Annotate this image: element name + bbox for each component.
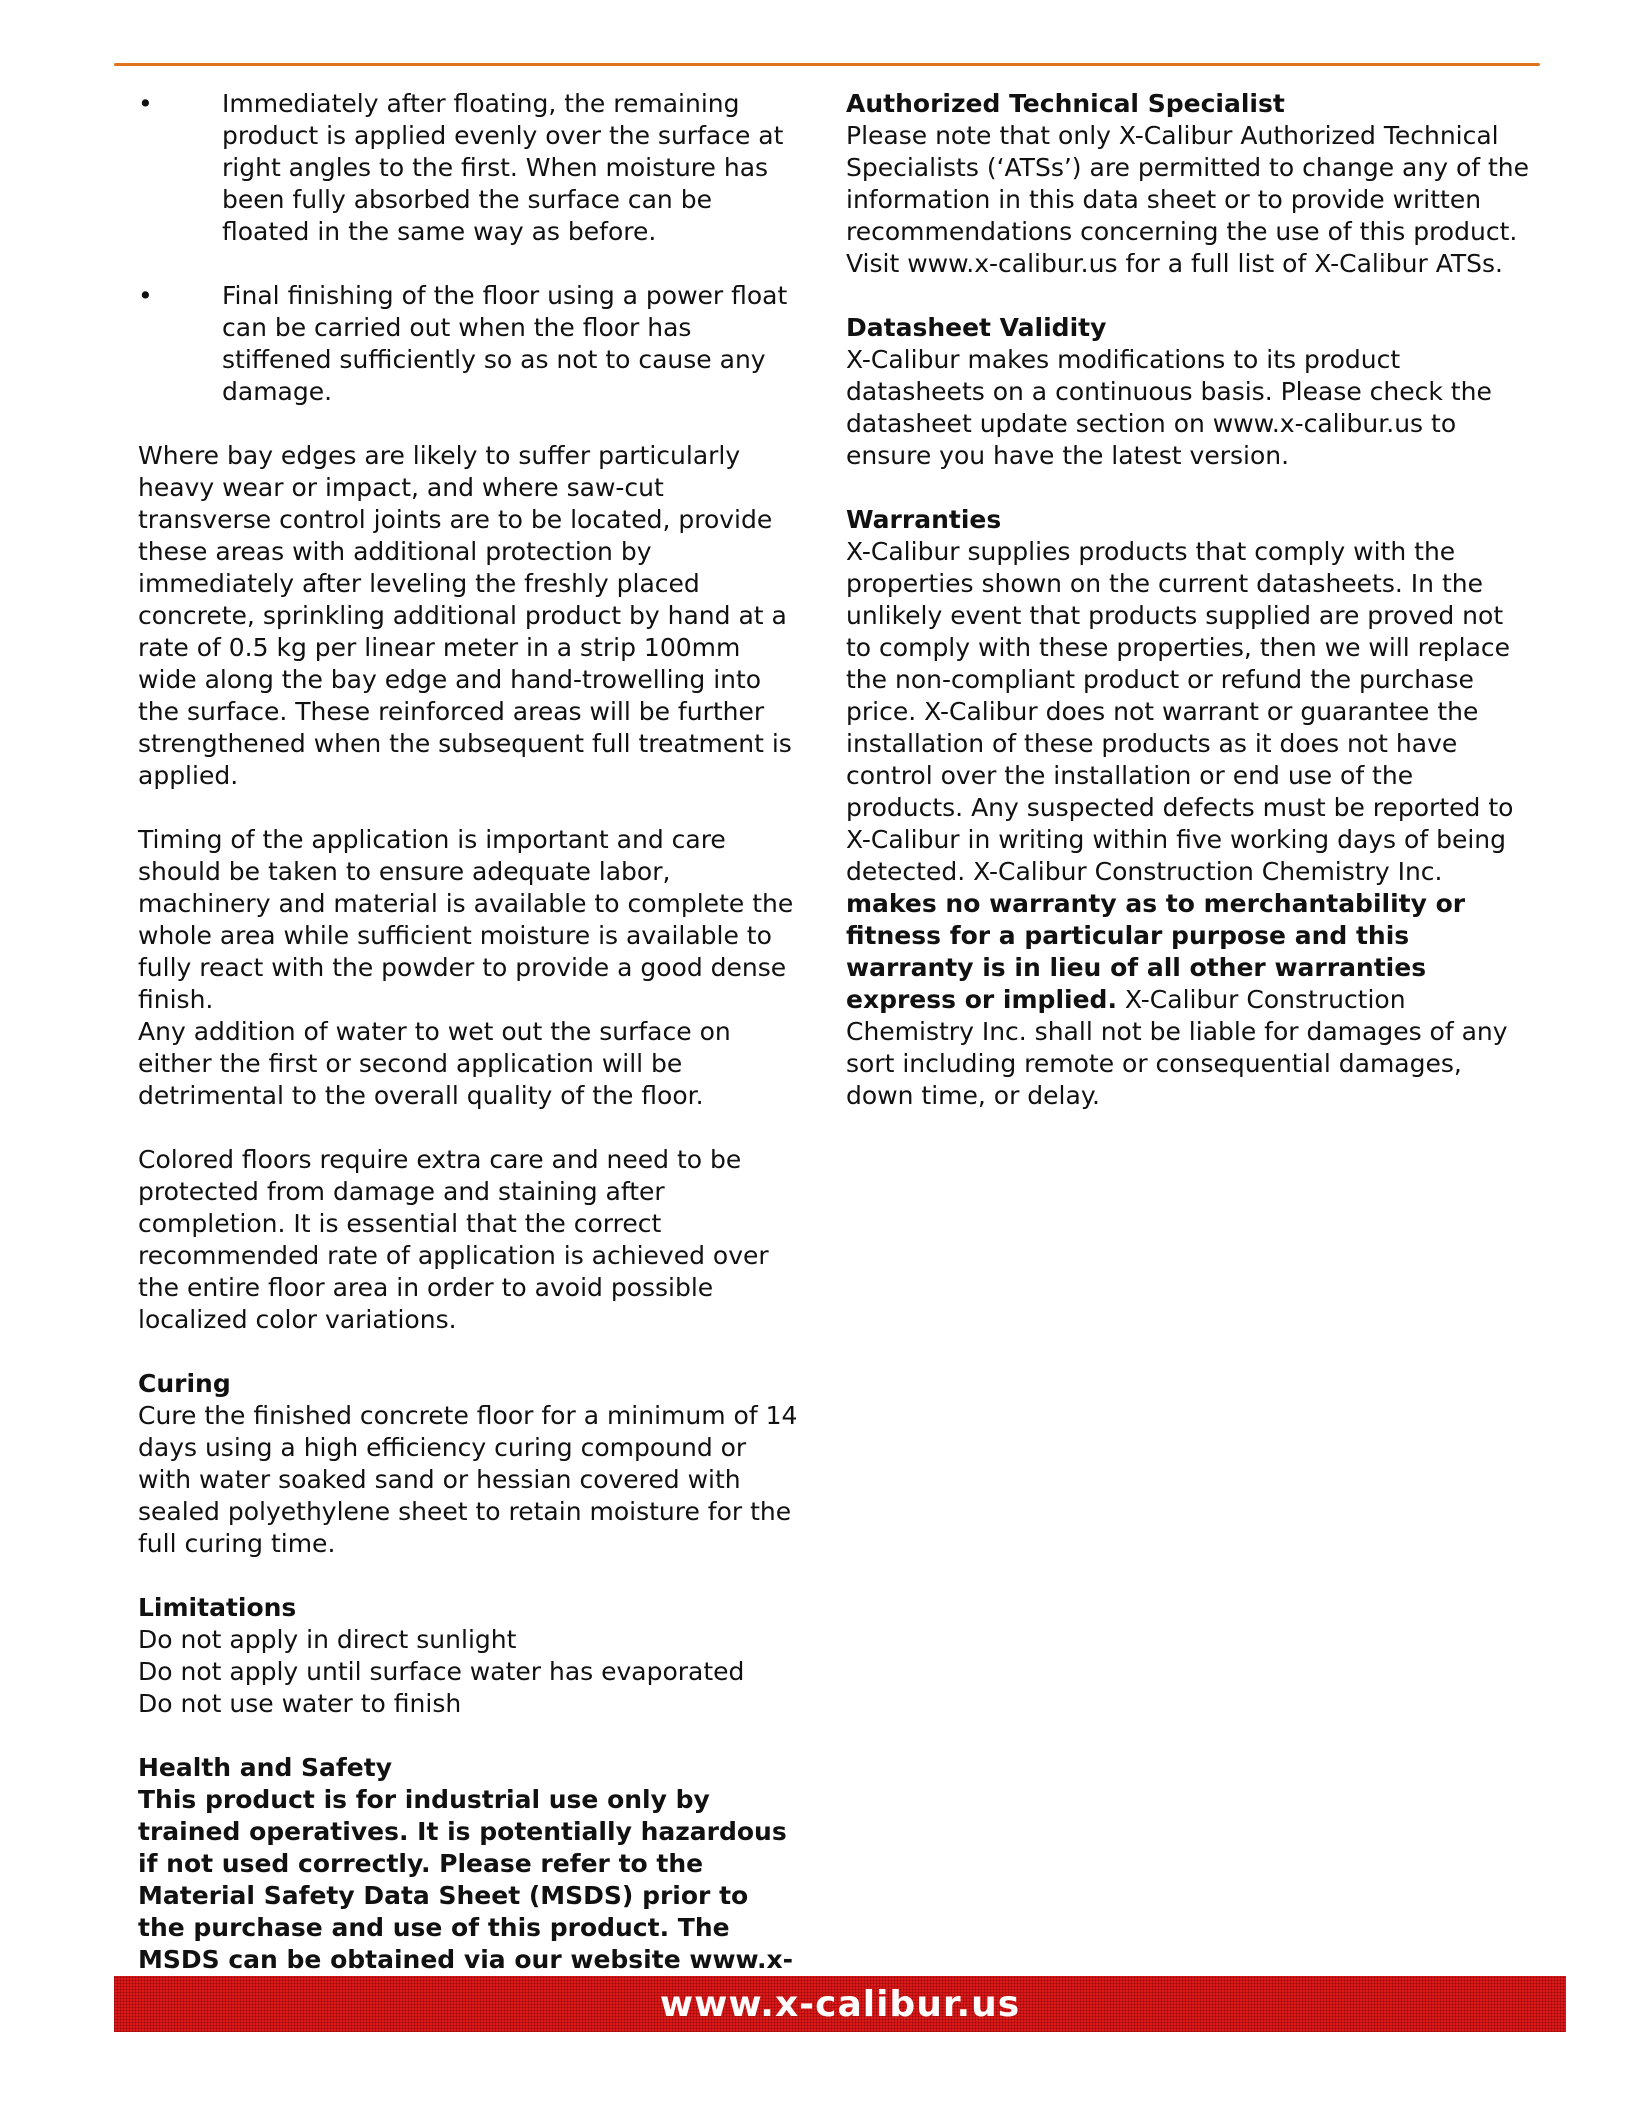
bullet-icon: • [138,89,153,118]
bullet-text: Immediately after floating, the remaining product is applied evenly over the surface at right angles to the first. When moisture has been fully absorbed the surface can be floated in the same way as before. [222,89,784,246]
health-safety-heading: Health and Safety [138,1753,392,1782]
colored-floors-paragraph: Colored floors require extra care and need to be protected from damage and staining after completion. It is essential that the correct recommended rate of application is achieved over the entire floor area in order to avoid possible localized color variations. [138,1145,769,1334]
limitations-section [138,1592,798,1720]
left-column [138,88,798,2008]
bullet-text: Final finishing of the floor using a power float can be carried out when the floor has stiffened sufficiently so as not to cause any damage. [222,281,788,406]
header-divider [114,63,1540,66]
curing-text: Cure the finished concrete floor for a minimum of 14 days using a high efficiency curing compound or with water soaked sand or hessian covered with sealed polyethylene sheet to retain moisture for the full curing time. [138,1401,798,1558]
health-safety-text [138,1784,798,2008]
curing-heading: Curing [138,1369,231,1398]
limitations-heading: Limitations [138,1593,297,1622]
warranties-heading: Warranties [846,505,1002,534]
bay-edges-paragraph: Where bay edges are likely to suffer particularly heavy wear or impact, and where saw-cut transverse control joints are to be located, provide these areas with additional protection by immediately after leveling the freshly placed concrete, sprinkling additional product by hand at a rate of 0.5 kg per linear meter in a strip 100mm wide along the bay edge and hand-trowelling into the surface. These reinforced areas will be further strengthened when the subsequent full treatment is applied. [138,441,792,790]
limitation-item: Do not apply until surface water has evaporated [138,1657,745,1686]
health-safety-section [138,1752,798,2008]
ats-text: Please note that only X-Calibur Authorized Technical Specialists (‘ATSs’) are permitted to change any of the information in this data sheet or to provide written recommendations concerning the use of this product. Visit www.x-calibur.us for a full list of X-Calibur ATSs. [846,121,1530,278]
right-column [846,88,1536,1112]
warranties-text-end: X-Calibur Construction Chemistry Inc. shall not be liable for damages of any sort including remote or consequential damages, down time, or delay. [846,985,1508,1110]
health-safety-bold-text: This product is for industrial use only by trained operatives. It is potentially hazardous if not used correctly. Please refer to the Material Safety Data Sheet (MSDS) prior to the purchase and use of this product. The MSDS can be obtained via our website www.x- [138,1785,794,1974]
curing-section [138,1368,798,1560]
footer-website-link[interactable]: www.x-calibur.us [659,1983,1021,2025]
warranties-text-start: X-Calibur supplies products that comply with the properties shown on the current datasheets. In the unlikely event that products supplied are proved not to comply with these properties, then we will replace the non-compliant product or refund the purchase price. X-Calibur does not warrant or guarantee the installation of these products as it does not have control over the installation or end use of the products. Any suspected defects must be reported to X-Calibur in writing within five working days of being detected. X-Calibur Construction Chemistry Inc. [846,537,1514,886]
limitation-item: Do not apply in direct sunlight [138,1625,517,1654]
warranties-section [846,504,1536,1112]
bullet-icon: • [138,281,153,310]
timing-paragraph: Timing of the application is important and care should be taken to ensure adequate labor, machinery and material is available to complete the whole area while sufficient moisture is available to fully react with the powder to provide a good dense finish. [138,825,794,1014]
water-paragraph: Any addition of water to wet out the surface on either the first or second application will be detrimental to the overall quality of the floor. [138,1017,731,1110]
ats-section [846,88,1536,280]
footer-bar [114,1976,1566,2032]
limitation-item: Do not use water to finish [138,1689,462,1718]
ats-heading: Authorized Technical Specialist [846,89,1285,118]
validity-heading: Datasheet Validity [846,313,1107,342]
bullet-item [138,280,798,408]
warranties-text [846,536,1536,1112]
warranties-bold-text: makes no warranty as to merchantability or fitness for a particular purpose and this warranty is in lieu of all other warranties express or implied. [846,889,1466,1014]
validity-text: X-Calibur makes modifications to its product datasheets on a continuous basis. Please check the datasheet update section on www.x-calibur.us to ensure you have the latest version. [846,345,1492,470]
bullet-item [138,88,798,248]
validity-section [846,312,1536,472]
